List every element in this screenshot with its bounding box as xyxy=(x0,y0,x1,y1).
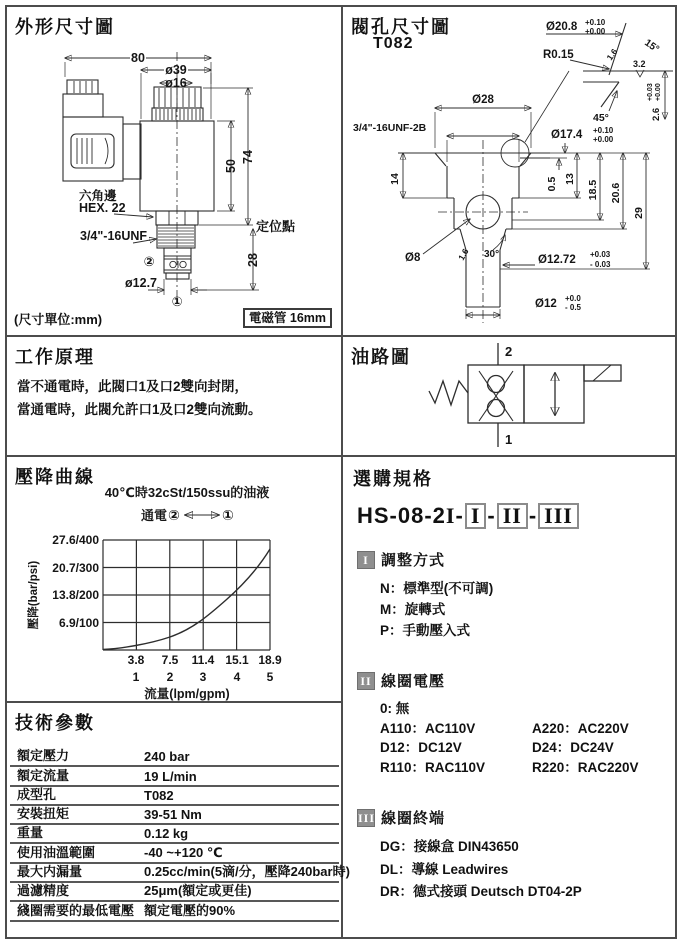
chart-condition-label: 40℃時32cSt/150ssu的油液 xyxy=(104,485,270,500)
dim-d208-tol-lower: +0.00 xyxy=(585,27,606,36)
param-label: 重量 xyxy=(17,825,44,841)
depth-206-label: 20.6 xyxy=(610,182,622,204)
model-sep-1: - xyxy=(455,503,464,528)
xtick-lpm-3: 11.4 xyxy=(191,653,215,667)
port1-label: ① xyxy=(171,294,183,309)
termination-option-dr: DR：德式接頭 Deutsch DT04-2P xyxy=(380,884,582,899)
angle-15-label: 15° xyxy=(642,37,661,56)
valve-symbol-drawing xyxy=(343,337,678,455)
voltage-option-a220: A220：AC220V xyxy=(532,720,629,736)
depth-185-label: 18.5 xyxy=(587,179,599,201)
param-label: 成型孔 xyxy=(17,786,57,802)
dim-28-label: 28 xyxy=(246,253,260,267)
parameters-table xyxy=(10,748,350,922)
dim-d16-label: ø16 xyxy=(165,76,187,90)
section-items xyxy=(357,699,665,777)
param-value: T082 xyxy=(144,787,174,803)
dim-d174-tol-lower: +0.00 xyxy=(593,135,614,144)
xtick-lpm-1: 3.8 xyxy=(127,653,145,667)
param-label: 綫圈需要的最低電壓 xyxy=(17,902,135,918)
xtick-lpm-4: 15.1 xyxy=(225,653,249,667)
param-value: 額定電壓的90% xyxy=(144,902,236,918)
depth-05-label: 0.5 xyxy=(546,176,558,192)
panel-working-principle xyxy=(7,337,343,457)
panel-outline-dimensions xyxy=(7,7,343,337)
xtick-gpm-5: 5 xyxy=(266,670,274,684)
param-value: 25μm(額定或更佳) xyxy=(144,883,252,899)
xtick-gpm-4: 4 xyxy=(233,670,241,684)
panel-circuit-diagram xyxy=(343,337,675,457)
voltage-row-1 xyxy=(380,719,665,739)
roughness-32-label: 3.2 xyxy=(633,59,646,69)
dim-d1272-tol-lower: - 0.03 xyxy=(590,260,611,269)
thread-label: 3/4"-16UNF xyxy=(80,229,148,243)
dim-d28-label: Ø28 xyxy=(472,94,494,106)
dim-d1272-label: Ø12.72 xyxy=(538,254,576,266)
param-value: -40 ~+120 ℃ xyxy=(144,844,223,860)
section-marker-2: II xyxy=(357,672,375,690)
roughness-16-detail-label: 1.6 xyxy=(604,46,620,63)
cavity-drawing xyxy=(343,7,678,335)
model-box-2: II xyxy=(497,503,528,529)
chart-energized-label: 通電 xyxy=(141,508,168,523)
xtick-gpm-2: 2 xyxy=(166,670,174,684)
dim-74-label: 74 xyxy=(241,150,255,164)
table-row xyxy=(10,902,339,921)
dim-26-tol-lower: +0.00 xyxy=(655,83,662,101)
dim-d174-tol-upper: +0.10 xyxy=(593,126,614,135)
ytick-276-400: 27.6/400 xyxy=(52,533,99,547)
hex-label-line2: HEX. 22 xyxy=(79,201,126,215)
chart-port1-label: ① xyxy=(222,507,234,523)
section-title: 調整方式 xyxy=(381,552,446,569)
section-heading xyxy=(357,670,665,691)
section-items xyxy=(357,578,665,641)
chart-xlabel: 流量(lpm/gpm) xyxy=(144,687,230,701)
hex-label-line1: 六角邊 xyxy=(79,189,117,203)
depth-29-label: 29 xyxy=(633,207,645,219)
adjustment-option-p: P：手動壓入式 xyxy=(380,623,471,638)
panel-title: 技術參數 xyxy=(15,713,95,733)
voltage-option-d12: D12：DC12V xyxy=(380,740,462,755)
principle-line-1: 當不通電時，此閥口1及口2雙向封閉， xyxy=(17,379,249,394)
spec-section-adjustment xyxy=(357,549,665,641)
panel-title: 油路圖 xyxy=(351,347,411,367)
param-label: 最大内漏量 xyxy=(17,864,83,880)
ytick-207-300: 20.7/300 xyxy=(52,561,99,575)
xtick-lpm-5: 18.9 xyxy=(258,653,282,667)
adjustment-option-m: M：旋轉式 xyxy=(380,602,446,617)
section-title: 線圈終端 xyxy=(381,810,446,827)
dim-d12-tol-upper: +0.0 xyxy=(565,294,581,303)
pressure-drop-chart xyxy=(7,457,341,701)
dim-d1272-tol-upper: +0.03 xyxy=(590,250,611,259)
termination-option-dl: DL：導線 Leadwires xyxy=(380,861,509,877)
panel-title: 閥孔尺寸圖 xyxy=(351,17,451,37)
dim-26-label: 2.6 xyxy=(651,107,662,121)
model-box-1: I xyxy=(465,503,487,529)
depth-13-label: 13 xyxy=(564,173,576,185)
unit-note: (尺寸單位:mm) xyxy=(14,312,103,327)
panel-cavity-dimensions xyxy=(343,7,675,337)
voltage-row-2 xyxy=(380,738,665,758)
voltage-option-d24: D24：DC24V xyxy=(532,740,614,755)
adjustment-option-n: N：標準型(不可調) xyxy=(380,581,494,596)
depth-14-label: 14 xyxy=(389,173,401,185)
dim-d208-label: Ø20.8 xyxy=(546,21,578,33)
spec-section-coil-voltage xyxy=(357,670,665,777)
section-heading xyxy=(357,549,665,570)
param-value: 39-51 Nm xyxy=(144,807,202,823)
panel-pressure-drop-curve xyxy=(7,457,343,703)
angle-45-label: 45° xyxy=(593,112,609,124)
param-label: 額定流量 xyxy=(17,767,70,783)
dim-d12-label: Ø12 xyxy=(535,298,557,310)
principle-line-2: 當通電時，此閥允許口1及口2雙向流動。 xyxy=(17,402,262,417)
voltage-option-0: 0: 無 xyxy=(380,701,410,716)
voltage-option-r220: R220：RAC220V xyxy=(532,759,639,775)
symbol-port-2-label: 2 xyxy=(505,344,513,359)
model-roman: I xyxy=(445,503,456,528)
model-sep-3: - xyxy=(528,503,538,528)
param-value: 0.12 kg xyxy=(144,826,189,842)
dim-d12-tol-lower: - 0.5 xyxy=(565,303,582,312)
coil-tube-note: 電磁管 16mm xyxy=(243,308,332,328)
param-label: 使用油溫範圍 xyxy=(17,844,96,860)
ytick-138-200: 13.8/200 xyxy=(52,588,99,602)
principle-text xyxy=(17,375,262,421)
panel-title: 外形尺寸圖 xyxy=(15,17,115,37)
model-box-3: III xyxy=(538,503,579,529)
dim-80-label: 80 xyxy=(131,51,145,65)
section-title: 線圈電壓 xyxy=(381,673,446,690)
param-value: 240 bar xyxy=(144,749,190,765)
xtick-gpm-1: 1 xyxy=(132,670,140,684)
locating-point-label: 定位點 xyxy=(256,219,296,234)
param-value: 0.25cc/min(5滴/分，壓降240bar時) xyxy=(144,864,350,880)
xtick-lpm-2: 7.5 xyxy=(161,653,179,667)
model-prefix: HS-08-2 xyxy=(357,503,446,528)
dim-d8-label: Ø8 xyxy=(405,252,421,264)
param-label: 額定壓力 xyxy=(17,748,70,764)
sheet-frame xyxy=(5,5,677,939)
panel-title: 選購規格 xyxy=(353,469,433,489)
termination-option-dg: DG：接線盒 DIN43650 xyxy=(380,839,519,854)
section-items xyxy=(357,836,665,904)
dim-r015-label: R0.15 xyxy=(543,49,574,61)
model-code xyxy=(357,503,665,529)
voltage-option-r110: R110：RAC110V xyxy=(380,759,486,775)
panel-title: 工作原理 xyxy=(15,347,95,367)
spec-section-coil-termination xyxy=(357,807,665,904)
panel-title: 壓降曲線 xyxy=(15,467,95,487)
model-sep-2: - xyxy=(487,503,496,528)
param-label: 過濾精度 xyxy=(17,883,70,899)
dim-50-label: 50 xyxy=(224,159,238,173)
xtick-gpm-3: 3 xyxy=(199,670,207,684)
chart-port2-label: ② xyxy=(168,507,180,523)
dim-d208-tol-upper: +0.10 xyxy=(585,18,606,27)
dim-d39-label: ø39 xyxy=(165,63,187,77)
cavity-code: T082 xyxy=(373,35,414,52)
section-marker-1: I xyxy=(357,551,375,569)
angle-30-label: 30° xyxy=(484,249,500,260)
cavity-thread-label: 3/4"-16UNF-2B xyxy=(353,122,427,134)
param-value: 19 L/min xyxy=(144,768,197,784)
section-marker-3: III xyxy=(358,811,376,825)
dim-d174-label: Ø17.4 xyxy=(551,129,583,141)
valve-outline-drawing xyxy=(7,7,341,335)
voltage-option-a110: A110：AC110V xyxy=(380,720,476,736)
panel-technical-parameters xyxy=(7,703,350,937)
chart-ylabel: 壓降(bar/psi) xyxy=(28,560,40,630)
panel-ordering-specs xyxy=(343,457,675,937)
param-label: 安裝扭矩 xyxy=(17,806,70,822)
dim-d127-label: ø12.7 xyxy=(125,276,157,290)
voltage-row-3 xyxy=(380,758,665,778)
section-heading xyxy=(357,807,665,828)
roughness-16-label: 1.6 xyxy=(456,246,471,262)
ytick-69-100: 6.9/100 xyxy=(58,616,99,630)
symbol-port-1-label: 1 xyxy=(505,432,513,447)
dim-26-tol-upper: +0.03 xyxy=(647,83,654,101)
port2-label: ② xyxy=(143,254,155,269)
